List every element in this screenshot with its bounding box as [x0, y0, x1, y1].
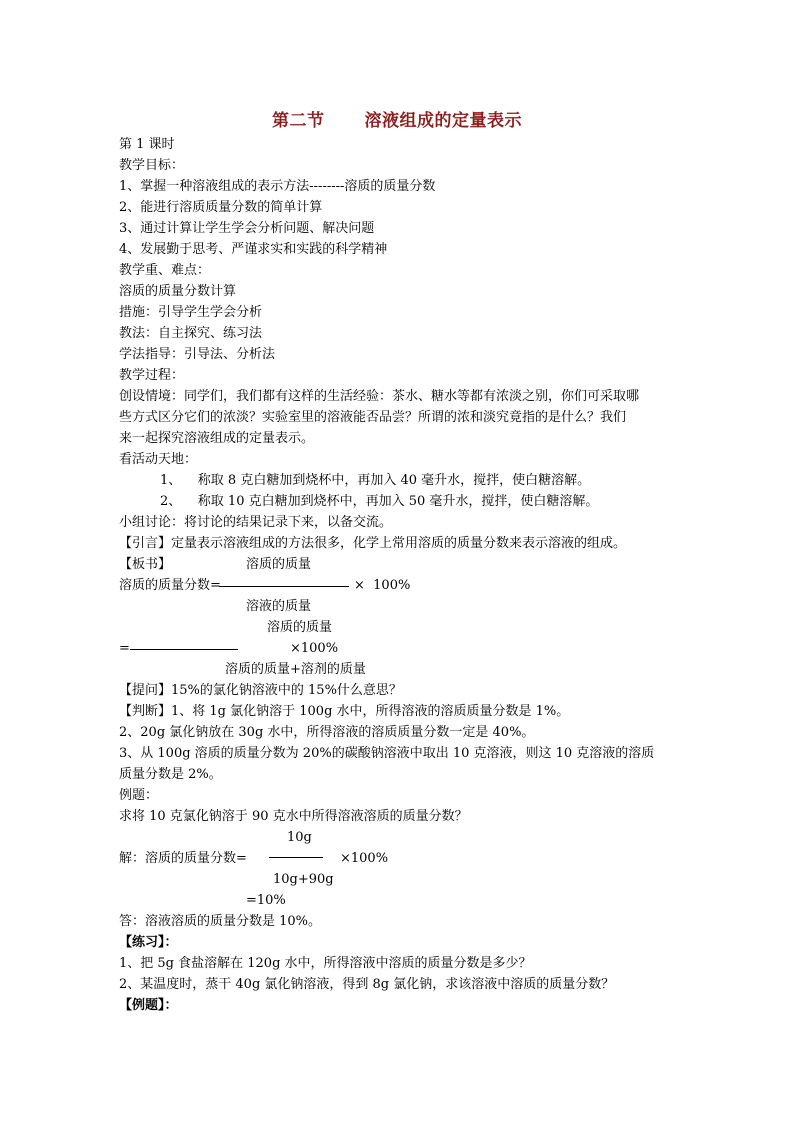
page-title	[0, 106, 794, 131]
measures: 措施：引导学生学会分析	[119, 305, 263, 320]
solution-result: =10%	[246, 893, 286, 908]
formula-1-numerator: 溶质的质量	[246, 557, 312, 572]
board-label: 【板书】	[119, 557, 172, 572]
formula-1-multiplier: × 100%	[354, 578, 411, 593]
scenario-line-2: 些方式区分它们的浓淡？实验室里的溶液能否品尝？所谓的浓和淡究竟指的是什么？我们	[119, 410, 627, 425]
practice-1: 1、把 5g 食盐溶解在 120g 水中，所得溶液中溶质的质量分数是多少？	[119, 956, 532, 971]
answer: 答：溶液溶质的质量分数是 10%。	[119, 914, 322, 929]
example-heading: 例题：	[119, 788, 159, 803]
formula-1-fraction-bar	[219, 586, 349, 587]
formula-2-equals: =	[119, 641, 130, 656]
formula-2-multiplier: ×100%	[290, 641, 339, 656]
activity-step-1: 1、 称取 8 克白糖加到烧杯中，再加入 40 毫升水，搅拌，使白糖溶解。	[160, 473, 591, 488]
judge-1: 【判断】1、将 1g 氯化钠溶于 100g 水中，所得溶液的溶质质量分数是 1%。	[119, 704, 570, 719]
practice-heading: 【练习】：	[119, 935, 178, 950]
objective-1: 1、掌握一种溶液组成的表示方法--------溶质的质量分数	[119, 179, 436, 194]
key-point: 溶质的质量分数计算	[119, 284, 237, 299]
solution-fraction-bar	[269, 857, 323, 858]
formula-1-denominator: 溶液的质量	[246, 599, 312, 614]
objective-2: 2、能进行溶质质量分数的简单计算	[119, 200, 323, 215]
activity-heading: 看活动天地：	[119, 452, 198, 467]
scenario-line-3: 来一起探究溶液组成的定量表示。	[119, 431, 315, 446]
example-heading-2: 【例题】：	[119, 998, 178, 1013]
teaching-method: 教法：自主探究、练习法	[119, 326, 263, 341]
formula-2-numerator: 溶质的质量	[267, 620, 333, 635]
learning-guidance: 学法指导：引导法、分析法	[119, 347, 276, 362]
key-points-heading: 教学重、难点：	[119, 263, 211, 278]
scenario-line-1: 创设情境：同学们，我们都有这样的生活经验：茶水、糖水等都有浓淡之别，你们可采取哪	[119, 389, 640, 404]
group-discussion: 小组讨论：将讨论的结果记录下来，以备交流。	[119, 515, 393, 530]
activity-step-2: 2、 称取 10 克白糖加到烧杯中，再加入 50 毫升水，搅拌，使白糖溶解。	[160, 494, 599, 509]
title-section-name: 溶液组成的定量表示	[364, 111, 522, 131]
judge-3-line-2: 质量分数是 2%。	[119, 767, 222, 782]
solution-denominator: 10g+90g	[273, 872, 334, 887]
title-section-number: 第二节	[272, 111, 325, 131]
objective-3: 3、通过计算让学生学会分析问题、解决问题	[119, 221, 375, 236]
formula-2-denominator: 溶质的质量+溶剂的质量	[225, 662, 366, 677]
formula-1-lhs: 溶质的质量分数=	[119, 578, 221, 593]
objective-4: 4、发展勤于思考、严谨求实和实践的科学精神	[119, 242, 388, 257]
introduction: 【引言】定量表示溶液组成的方法很多，化学上常用溶质的质量分数来表示溶液的组成。	[119, 536, 627, 551]
lesson-period: 第 1 课时	[119, 137, 175, 152]
judge-3-line-1: 3、从 100g 溶质的质量分数为 20%的碳酸钠溶液中取出 10 克溶液，则这 10 克溶液的溶质	[119, 746, 655, 761]
judge-2: 2、20g 氯化钠放在 30g 水中，所得溶液的溶质质量分数一定是 40%。	[119, 725, 535, 740]
solution-multiplier: ×100%	[340, 851, 389, 866]
objectives-heading: 教学目标：	[119, 158, 185, 173]
question: 【提问】15%的氯化钠溶液中的 15%什么意思？	[119, 683, 402, 698]
solution-numerator: 10g	[287, 830, 312, 845]
solution-lhs: 解：溶质的质量分数=	[119, 851, 247, 866]
process-heading: 教学过程：	[119, 368, 185, 383]
practice-2: 2、某温度时，蒸干 40g 氯化钠溶液，得到 8g 氯化钠，求该溶液中溶质的质量分数？	[119, 977, 615, 992]
formula-2-fraction-bar	[130, 649, 238, 650]
example-question: 求将 10 克氯化钠溶于 90 克水中所得溶液溶质的质量分数？	[119, 809, 468, 824]
